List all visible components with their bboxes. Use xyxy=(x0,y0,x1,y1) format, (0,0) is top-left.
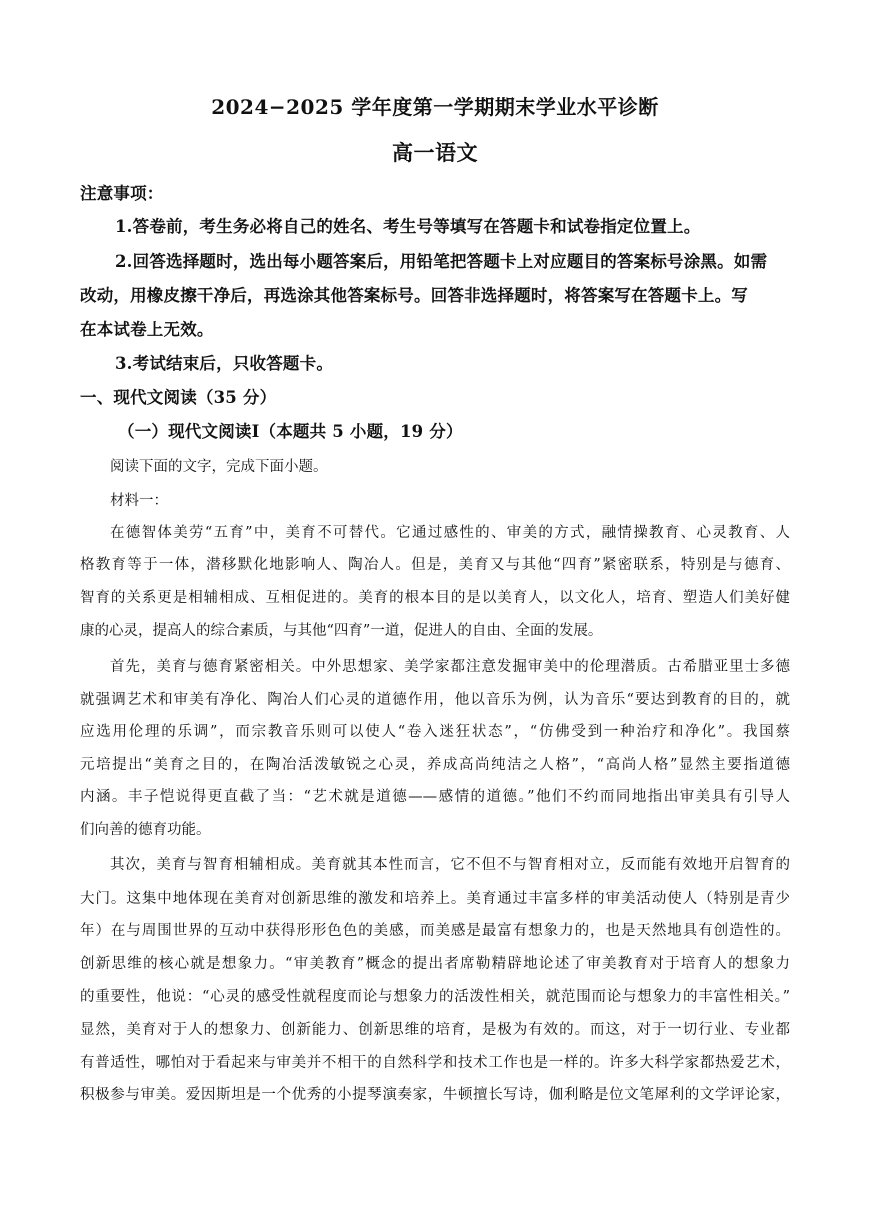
passage-line: 有普适性，哪怕对于看起来与审美并不相干的自然科学和技术工作也是一样的。许多大科学家都热爱艺术， xyxy=(80,1055,790,1071)
passage-line: 的重要性，他说：“心灵的感受性就程度而论与想象力的活泼性相关，就范围而论与想象力的丰富性相关。” xyxy=(80,989,790,1005)
notice-item-2-line-1: 2.回答选择题时，选出每小题答案后，用铅笔把答题卡上对应题目的答案标号涂黑。如需 xyxy=(115,252,768,271)
passage-line: 首先，美育与德育紧密相关。中外思想家、美学家都注意发掘审美中的伦理潜质。古希腊亚里士多德 xyxy=(110,659,790,675)
subject-title: 高一语文 xyxy=(392,140,478,165)
notice-item-2-line-2: 改动，用橡皮擦干净后，再选涂其他答案标号。回答非选择题时，将答案写在答题卡上。写 xyxy=(80,286,748,305)
passage-line: 格教育等于一体，潜移默化地影响人、陶冶人。但是，美育又与其他“四育”紧密联系，特别是与德育、 xyxy=(80,557,790,573)
material-label: 材料一： xyxy=(110,493,168,509)
passage-line: 们向善的德育功能。 xyxy=(80,822,211,838)
passage-line: 应选用伦理的乐调”，而宗教音乐则可以使人“卷入迷狂状态”，“仿佛受到一种治疗和净化”。我国蔡 xyxy=(80,724,790,740)
exam-title: 2024−2025 学年度第一学期期末学业水平诊断 xyxy=(211,95,659,119)
passage-line: 就强调艺术和审美有净化、陶冶人们心灵的道德作用，他以音乐为例，认为音乐“要达到教育的目的，就 xyxy=(80,692,790,708)
passage-line: 积极参与审美。爱因斯坦是一个优秀的小提琴演奏家，牛顿擅长写诗，伽利略是位文笔犀利的文学评论家， xyxy=(80,1087,790,1103)
reading-instruction: 阅读下面的文字，完成下面小题。 xyxy=(110,459,328,475)
section-heading: 一、现代文阅读（35 分） xyxy=(80,388,277,407)
passage-line: 康的心灵，提高人的综合素质，与其他“四育”一道，促进人的自由、全面的发展。 xyxy=(80,623,603,639)
passage-line: 智育的关系更是相辅相成、互相促进的。美育的根本目的是以美育人，以文化人，培育、塑造人们美好健 xyxy=(80,590,790,606)
passage-line: 元培提出“美育之目的，在陶冶活泼敏锐之心灵，养成高尚纯洁之人格”，“高尚人格”显然主要指道德 xyxy=(80,757,790,773)
subsection-heading: （一）现代文阅读Ⅰ（本题共 5 小题，19 分） xyxy=(118,422,463,441)
notice-heading: 注意事项： xyxy=(80,184,164,203)
passage-line: 创新思维的核心就是想象力。“审美教育”概念的提出者席勒精辟地论述了审美教育对于培育人的想象力 xyxy=(80,956,790,972)
notice-item-3: 3.考试结束后，只收答题卡。 xyxy=(115,354,334,373)
notice-item-1: 1.答卷前，考生务必将自己的姓名、考生号等填写在答题卡和试卷指定位置上。 xyxy=(115,217,701,236)
passage-line: 内涵。丰子恺说得更直截了当：“艺术就是道德——感情的道德。”他们不约而同地指出审美具有引导人 xyxy=(80,789,790,805)
passage-line: 在德智体美劳“五育”中，美育不可替代。它通过感性的、审美的方式，融情操教育、心灵教育、人 xyxy=(110,525,790,541)
passage-line: 其次，美育与智育相辅相成。美育就其本性而言，它不但不与智育相对立，反而能有效地开启智育的 xyxy=(110,857,790,873)
passage-line: 显然，美育对于人的想象力、创新能力、创新思维的培育，是极为有效的。而这，对于一切行业、专业都 xyxy=(80,1022,790,1038)
passage-line: 年）在与周围世界的互动中获得形形色色的美感，而美感是最富有想象力的，也是天然地具有创造性的。 xyxy=(80,923,790,939)
passage-line: 大门。这集中地体现在美育对创新思维的激发和培养上。美育通过丰富多样的审美活动使人（特别是青少 xyxy=(80,891,790,907)
notice-item-2-line-3: 在本试卷上无效。 xyxy=(80,320,214,339)
